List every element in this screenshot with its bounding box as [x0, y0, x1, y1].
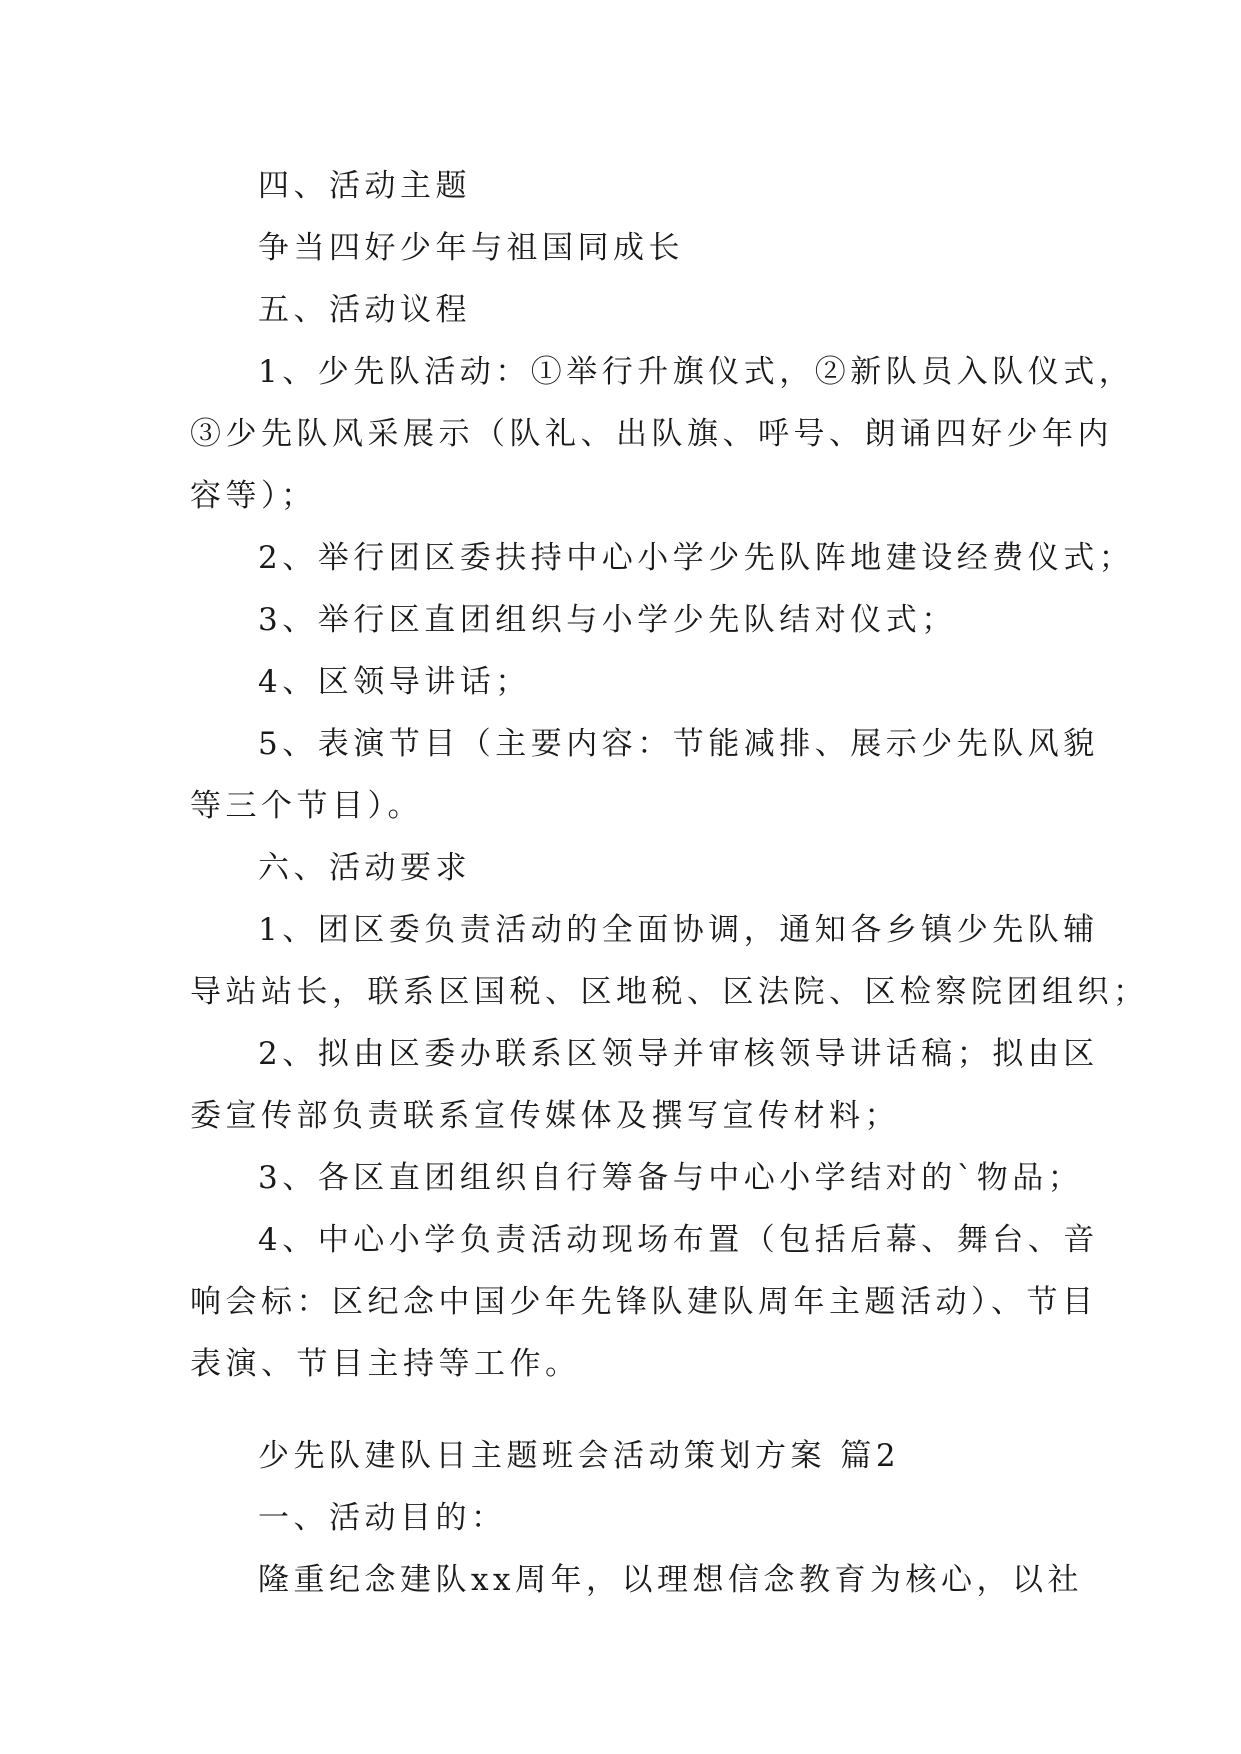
purpose-text-line-1: 隆重纪念建队xx周年，以理想信念教育为核心，以社: [258, 1562, 1083, 1598]
requirement-2-line-2: 委宣传部负责联系宣传媒体及撰写宣传材料；: [190, 1098, 900, 1134]
heading-activity-requirements: 六、活动要求: [258, 850, 471, 886]
agenda-item-4: 4、区领导讲话；: [258, 664, 531, 700]
requirement-2-line-1: 2、拟由区委办联系区领导并审核领导讲话稿；拟由区: [258, 1036, 1099, 1072]
requirement-4-line-3: 表演、节目主持等工作。: [190, 1346, 581, 1382]
heading-activity-theme: 四、活动主题: [258, 168, 471, 204]
requirement-1-line-1: 1、团区委负责活动的全面协调，通知各乡镇少先队辅: [258, 912, 1099, 948]
agenda-item-3: 3、举行区直团组织与小学少先队结对仪式；: [258, 602, 957, 638]
section-title-plan-2: 少先队建队日主题班会活动策划方案 篇2: [258, 1438, 901, 1474]
agenda-item-5-line-1: 5、表演节目（主要内容：节能减排、展示少先队风貌: [258, 726, 1099, 762]
requirement-3: 3、各区直团组织自行筹备与中心小学结对的`物品；: [258, 1160, 1084, 1196]
requirement-4-line-2: 响会标：区纪念中国少年先锋队建队周年主题活动）、节目: [190, 1284, 1098, 1320]
agenda-item-1-line-2: ③少先队风采展示（队礼、出队旗、呼号、朗诵四好少年内: [190, 416, 1113, 452]
agenda-item-1-line-1: 1、少先队活动：①举行升旗仪式，②新队员入队仪式，: [258, 354, 1135, 390]
heading-activity-agenda: 五、活动议程: [258, 292, 471, 328]
requirement-4-line-1: 4、中心小学负责活动现场布置（包括后幕、舞台、音: [258, 1222, 1099, 1258]
heading-activity-purpose: 一、活动目的：: [258, 1500, 507, 1536]
agenda-item-5-line-2: 等三个节目）。: [190, 788, 423, 824]
agenda-item-2: 2、举行团区委扶持中心小学少先队阵地建设经费仪式；: [258, 540, 1135, 576]
agenda-item-1-line-3: 容等）；: [190, 478, 317, 514]
requirement-1-line-2: 导站站长，联系区国税、区地税、区法院、区检察院团组织；: [190, 974, 1149, 1010]
theme-text: 争当四好少年与祖国同成长: [258, 230, 684, 266]
